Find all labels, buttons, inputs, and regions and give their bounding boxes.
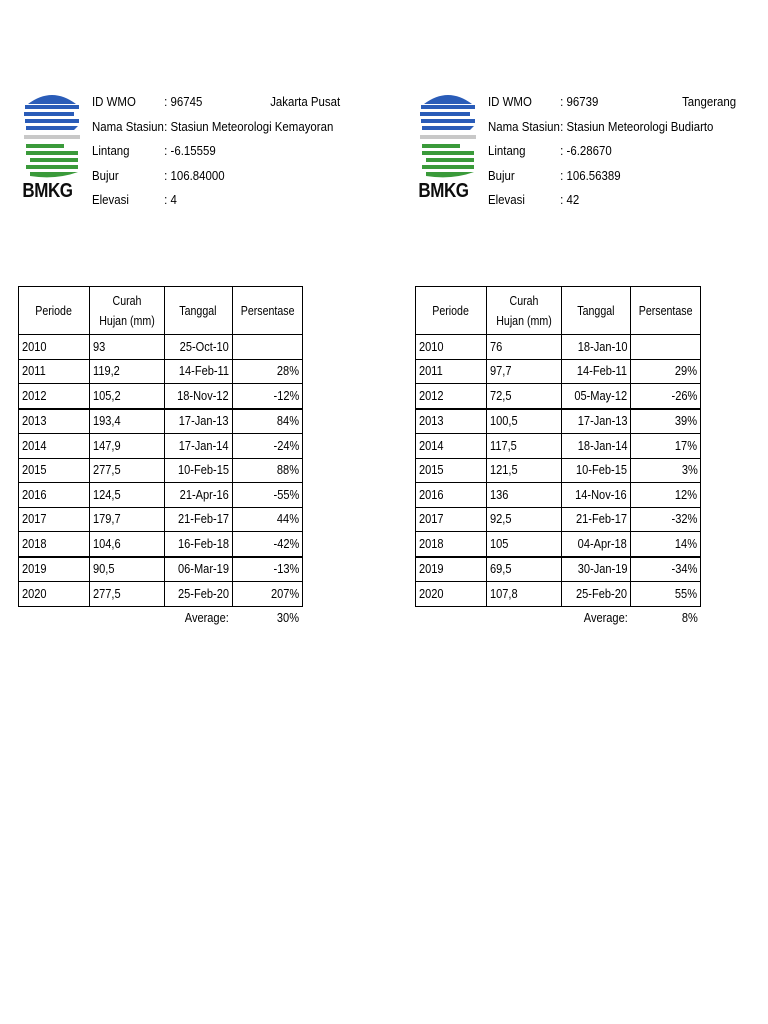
meta-row-nama-stasiun	[488, 117, 717, 142]
meta-row-elevasi	[92, 190, 321, 215]
cell-periode: 2010	[19, 335, 90, 360]
cell-periode: 2015	[416, 458, 487, 483]
cell-periode: 2018	[416, 532, 487, 557]
cell-persentase: -55%	[232, 483, 302, 508]
meta-value: : 106.56389	[560, 167, 621, 183]
cell-curah-hujan: 121,5	[487, 458, 562, 483]
meta-row-bujur	[488, 166, 717, 191]
logo-text: BMKG	[418, 180, 469, 202]
table-row	[19, 434, 303, 459]
col-header-tanggal: Tanggal	[165, 287, 233, 335]
col-header-persentase: Persentase	[631, 287, 701, 335]
cell-curah-hujan: 92,5	[487, 507, 562, 532]
cell-persentase: 44%	[232, 507, 302, 532]
empty-cell	[90, 606, 165, 630]
table-row	[416, 483, 701, 508]
cell-persentase: -12%	[232, 384, 302, 409]
cell-tanggal: 10-Feb-15	[165, 458, 233, 483]
cell-persentase: 14%	[631, 532, 701, 557]
cell-curah-hujan: 193,4	[90, 409, 165, 434]
cell-periode: 2013	[19, 409, 90, 434]
cell-persentase: -24%	[232, 434, 302, 459]
cell-periode: 2015	[19, 458, 90, 483]
table-row	[19, 409, 303, 434]
cell-persentase: -26%	[631, 384, 701, 409]
cell-persentase: 17%	[631, 434, 701, 459]
meta-row-elevasi	[488, 190, 717, 215]
cell-persentase: -34%	[631, 557, 701, 582]
table-header-row	[19, 287, 303, 335]
cell-tanggal: 17-Jan-14	[165, 434, 233, 459]
table-row	[416, 507, 701, 532]
table-row	[416, 458, 701, 483]
empty-cell	[416, 606, 487, 630]
col-header-persentase: Persentase	[232, 287, 302, 335]
meta-label: Nama Stasiun	[92, 118, 164, 134]
table-row	[19, 335, 303, 360]
meta-label: Elevasi	[92, 192, 129, 207]
cell-periode: 2019	[19, 557, 90, 582]
cell-periode: 2011	[416, 359, 487, 384]
cell-persentase: 207%	[232, 582, 302, 607]
meta-row-lintang	[92, 141, 321, 166]
cell-curah-hujan: 124,5	[90, 483, 165, 508]
cell-tanggal: 21-Feb-17	[562, 507, 631, 532]
meta-row-nama-stasiun	[92, 117, 334, 142]
cell-periode: 2020	[416, 582, 487, 607]
average-row	[416, 606, 701, 630]
cell-periode: 2014	[19, 434, 90, 459]
cell-tanggal: 17-Jan-13	[562, 409, 631, 434]
average-row	[19, 606, 303, 630]
cell-curah-hujan: 117,5	[487, 434, 562, 459]
cell-periode: 2011	[19, 359, 90, 384]
table-row	[19, 458, 303, 483]
cell-persentase	[232, 335, 302, 360]
cell-tanggal: 18-Nov-12	[165, 384, 233, 409]
cell-periode: 2014	[416, 434, 487, 459]
cell-tanggal: 18-Jan-14	[562, 434, 631, 459]
cell-curah-hujan: 104,6	[90, 532, 165, 557]
station-city: Jakarta Pusat	[270, 94, 341, 109]
average-label: Average:	[583, 610, 628, 626]
rainfall-table-budiarto	[415, 286, 701, 630]
meta-value: : 42	[560, 192, 580, 207]
cell-tanggal: 06-Mar-19	[165, 557, 233, 582]
cell-tanggal: 25-Feb-20	[562, 582, 631, 607]
cell-curah-hujan: 277,5	[90, 582, 165, 607]
cell-persentase: -32%	[631, 507, 701, 532]
table-row	[416, 582, 701, 607]
table-header-row	[416, 287, 701, 335]
meta-label: Lintang	[92, 143, 130, 158]
empty-cell	[19, 606, 90, 630]
cell-curah-hujan: 136	[487, 483, 562, 508]
cell-periode: 2020	[19, 582, 90, 607]
col-header-periode: Periode	[19, 287, 90, 335]
cell-persentase: 55%	[631, 582, 701, 607]
table-row	[416, 359, 701, 384]
table-row	[19, 483, 303, 508]
station-city: Tangerang	[682, 94, 737, 109]
cell-curah-hujan: 93	[90, 335, 165, 360]
col-header-curah-hujan: Curah Hujan (mm)	[487, 287, 562, 335]
cell-periode: 2012	[416, 384, 487, 409]
meta-row-bujur	[92, 166, 321, 191]
average-value: 30%	[277, 610, 300, 626]
meta-value: : 96745	[164, 94, 203, 109]
cell-persentase: 29%	[631, 359, 701, 384]
cell-persentase: 84%	[232, 409, 302, 434]
meta-row-id-wmo	[488, 92, 737, 117]
cell-curah-hujan: 119,2	[90, 359, 165, 384]
rainfall-table-kemayoran	[18, 286, 303, 630]
meta-value: : -6.15559	[164, 143, 216, 158]
cell-tanggal: 25-Feb-20	[165, 582, 233, 607]
table-row	[19, 384, 303, 409]
cell-tanggal: 18-Jan-10	[562, 335, 631, 360]
cell-periode: 2013	[416, 409, 487, 434]
cell-tanggal: 17-Jan-13	[165, 409, 233, 434]
cell-persentase: 39%	[631, 409, 701, 434]
col-header-curah-hujan: Curah Hujan (mm)	[90, 287, 165, 335]
table-row	[19, 507, 303, 532]
meta-label: Elevasi	[488, 192, 525, 207]
meta-value: : 96739	[560, 94, 599, 109]
cell-curah-hujan: 69,5	[487, 557, 562, 582]
cell-periode: 2012	[19, 384, 90, 409]
meta-value: : 4	[164, 192, 177, 207]
meta-row-lintang	[488, 141, 717, 166]
cell-tanggal: 21-Apr-16	[165, 483, 233, 508]
meta-label: Nama Stasiun	[488, 118, 560, 134]
table-row	[416, 384, 701, 409]
cell-tanggal: 16-Feb-18	[165, 532, 233, 557]
table-row	[19, 582, 303, 607]
cell-persentase: 3%	[631, 458, 701, 483]
cell-persentase: 12%	[631, 483, 701, 508]
cell-periode: 2019	[416, 557, 487, 582]
meta-label: Bujur	[488, 167, 515, 183]
table-row	[19, 359, 303, 384]
cell-curah-hujan: 97,7	[487, 359, 562, 384]
cell-periode: 2016	[19, 483, 90, 508]
cell-persentase: -13%	[232, 557, 302, 582]
cell-persentase: -42%	[232, 532, 302, 557]
meta-label: ID WMO	[488, 94, 532, 109]
cell-curah-hujan: 147,9	[90, 434, 165, 459]
cell-tanggal: 05-May-12	[562, 384, 631, 409]
cell-tanggal: 14-Nov-16	[562, 483, 631, 508]
meta-label: Bujur	[92, 167, 119, 183]
meta-label: Lintang	[488, 143, 526, 158]
meta-label: ID WMO	[92, 94, 136, 109]
cell-curah-hujan: 179,7	[90, 507, 165, 532]
cell-periode: 2017	[416, 507, 487, 532]
cell-curah-hujan: 105	[487, 532, 562, 557]
logo-text: BMKG	[22, 180, 73, 202]
table-row	[416, 335, 701, 360]
empty-cell	[487, 606, 562, 630]
average-label: Average:	[185, 610, 230, 626]
cell-persentase	[631, 335, 701, 360]
station-meta	[488, 92, 737, 215]
table-row	[416, 409, 701, 434]
cell-persentase: 88%	[232, 458, 302, 483]
col-header-periode: Periode	[416, 287, 487, 335]
cell-curah-hujan: 277,5	[90, 458, 165, 483]
cell-tanggal: 30-Jan-19	[562, 557, 631, 582]
meta-value: : Stasiun Meteorologi Kemayoran	[164, 118, 334, 134]
cell-curah-hujan: 100,5	[487, 409, 562, 434]
cell-tanggal: 14-Feb-11	[165, 359, 233, 384]
table-row	[416, 532, 701, 557]
cell-tanggal: 25-Oct-10	[165, 335, 233, 360]
average-value: 8%	[681, 610, 698, 626]
col-header-tanggal: Tanggal	[562, 287, 631, 335]
meta-value: : -6.28670	[560, 143, 612, 158]
cell-periode: 2018	[19, 532, 90, 557]
cell-curah-hujan: 90,5	[90, 557, 165, 582]
table-row	[19, 532, 303, 557]
cell-tanggal: 21-Feb-17	[165, 507, 233, 532]
cell-tanggal: 14-Feb-11	[562, 359, 631, 384]
cell-curah-hujan: 105,2	[90, 384, 165, 409]
station-meta	[92, 92, 341, 215]
cell-periode: 2017	[19, 507, 90, 532]
cell-tanggal: 04-Apr-18	[562, 532, 631, 557]
meta-row-id-wmo	[92, 92, 341, 117]
cell-curah-hujan: 76	[487, 335, 562, 360]
cell-tanggal: 10-Feb-15	[562, 458, 631, 483]
table-row	[19, 557, 303, 582]
meta-value: : Stasiun Meteorologi Budiarto	[560, 118, 714, 134]
cell-curah-hujan: 72,5	[487, 384, 562, 409]
cell-persentase: 28%	[232, 359, 302, 384]
table-row	[416, 557, 701, 582]
cell-curah-hujan: 107,8	[487, 582, 562, 607]
meta-value: : 106.84000	[164, 167, 225, 183]
cell-periode: 2010	[416, 335, 487, 360]
table-row	[416, 434, 701, 459]
cell-periode: 2016	[416, 483, 487, 508]
